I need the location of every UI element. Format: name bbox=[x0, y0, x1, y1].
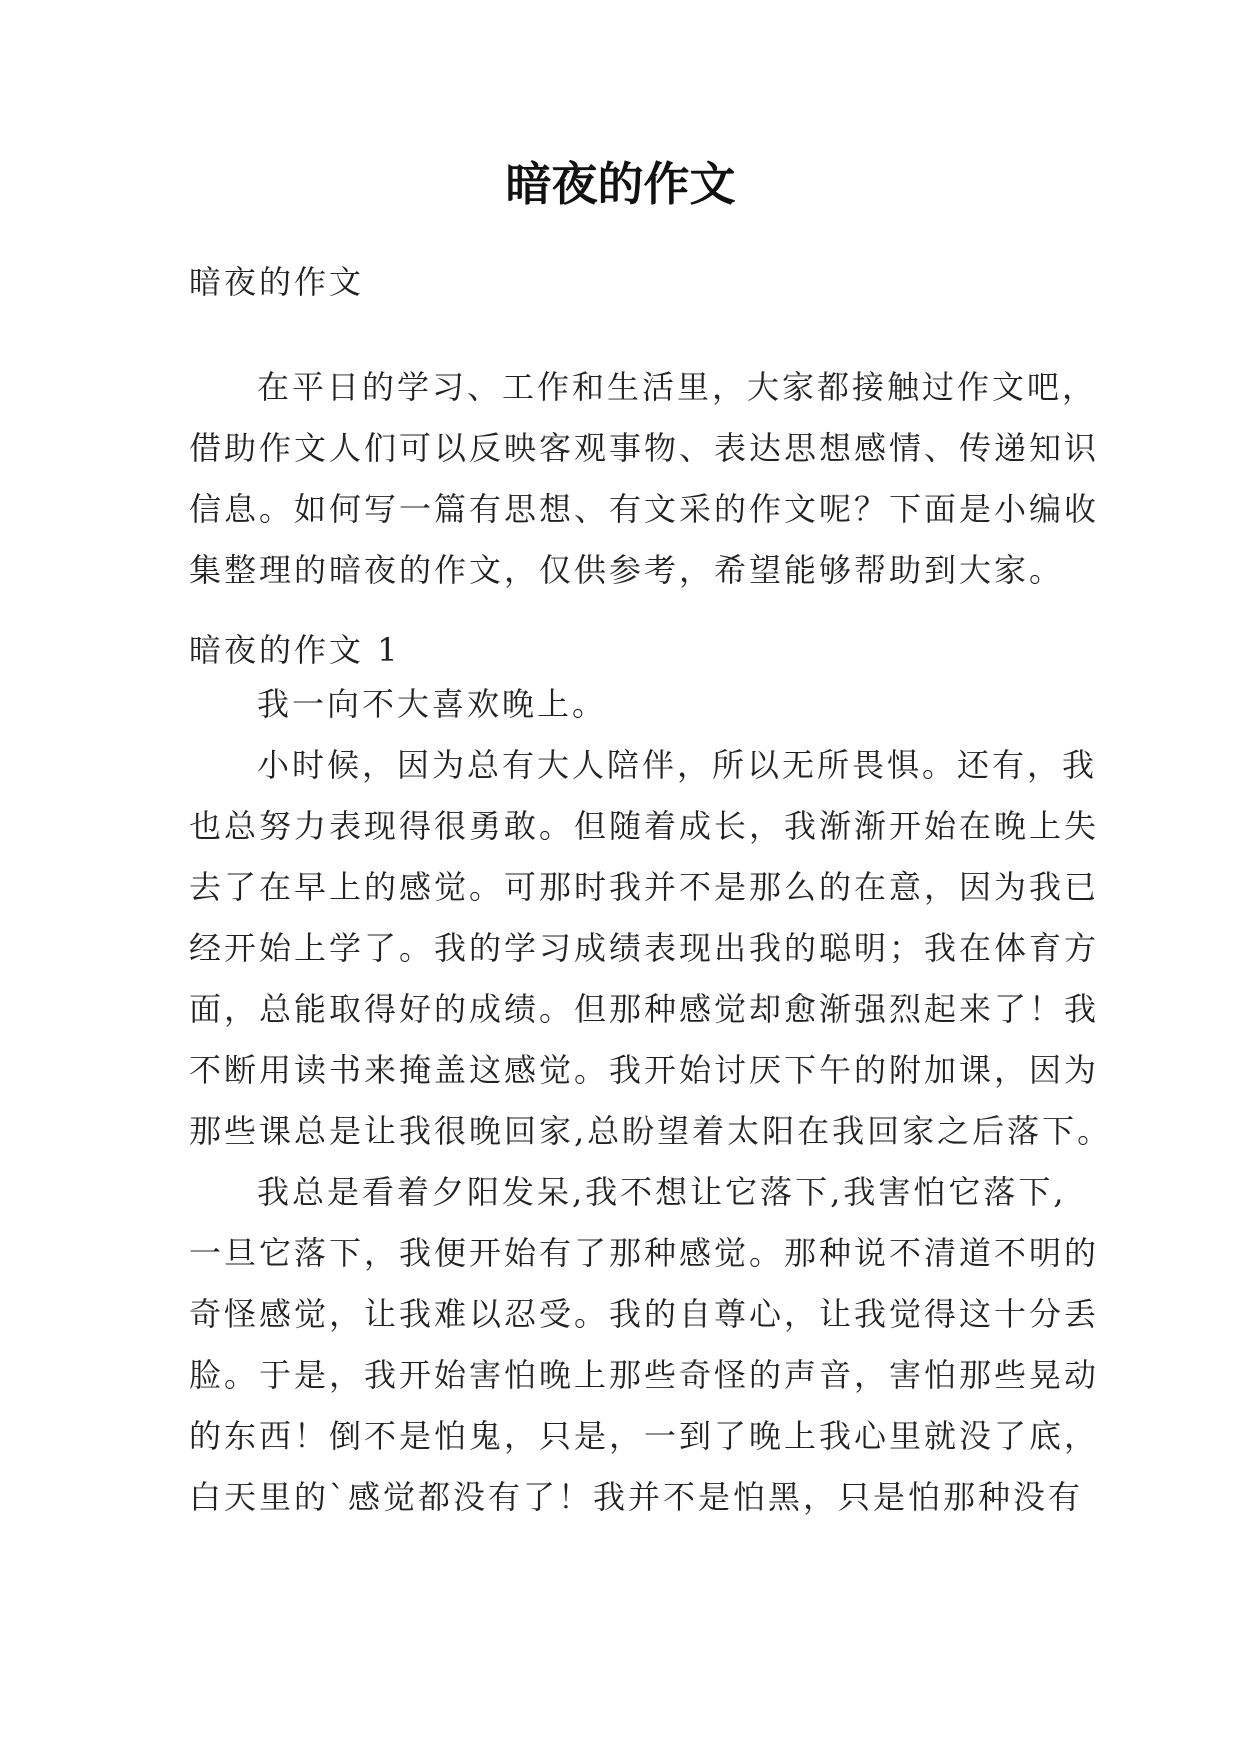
intro-paragraph bbox=[189, 357, 1100, 601]
paragraph-line: 经开始上学了。我的学习成绩表现出我的聪明；我在体育方 bbox=[189, 929, 1100, 967]
paragraph-line: 小时候，因为总有大人陪伴，所以无所畏惧。还有，我 bbox=[257, 746, 1098, 784]
paragraph-line: 也总努力表现得很勇敢。但随着成长，我渐渐开始在晚上失 bbox=[189, 807, 1100, 845]
paragraph-line: 去了在早上的感觉。可那时我并不是那么的在意，因为我已 bbox=[189, 868, 1100, 906]
paragraph-line: 我总是看着夕阳发呆,我不想让它落下,我害怕它落下, bbox=[257, 1173, 1067, 1211]
document-subtitle: 暗夜的作文 bbox=[189, 263, 365, 301]
intro-line: 借助作文人们可以反映客观事物、表达思想感情、传递知识 bbox=[189, 429, 1100, 467]
paragraph-3 bbox=[189, 1162, 1100, 1528]
paragraph-line: 那些课总是让我很晚回家,总盼望着太阳在我回家之后落下。 bbox=[189, 1112, 1113, 1150]
paragraph-line: 的东西！倒不是怕鬼，只是，一到了晚上我心里就没了底， bbox=[189, 1417, 1100, 1455]
paragraph-1 bbox=[189, 674, 1069, 735]
intro-line: 集整理的暗夜的作文，仅供参考，希望能够帮助到大家。 bbox=[189, 551, 1065, 589]
paragraph-line: 不断用读书来掩盖这感觉。我开始讨厌下午的附加课，因为 bbox=[189, 1051, 1100, 1089]
paragraph-line: 面，总能取得好的成绩。但那种感觉却愈渐强烈起来了！我 bbox=[189, 990, 1100, 1028]
paragraph-line: 脸。于是，我开始害怕晚上那些奇怪的声音，害怕那些晃动 bbox=[189, 1356, 1100, 1394]
paragraph-line: 奇怪感觉，让我难以忍受。我的自尊心，让我觉得这十分丢 bbox=[189, 1295, 1100, 1333]
paragraph-2 bbox=[189, 735, 1113, 1162]
section-heading: 暗夜的作文 1 bbox=[189, 631, 401, 669]
document-title: 暗夜的作文 bbox=[505, 157, 736, 211]
intro-line: 在平日的学习、工作和生活里，大家都接触过作文吧， bbox=[257, 368, 1098, 406]
paragraph-line: 白天里的`感觉都没有了！我并不是怕黑，只是怕那种没有 bbox=[189, 1478, 1084, 1516]
paragraph-line: 一旦它落下，我便开始有了那种感觉。那种说不清道不明的 bbox=[189, 1234, 1100, 1272]
paragraph-line: 我一向不大喜欢晚上。 bbox=[257, 685, 608, 723]
intro-line: 信息。如何写一篇有思想、有文采的作文呢？下面是小编收 bbox=[189, 490, 1100, 528]
